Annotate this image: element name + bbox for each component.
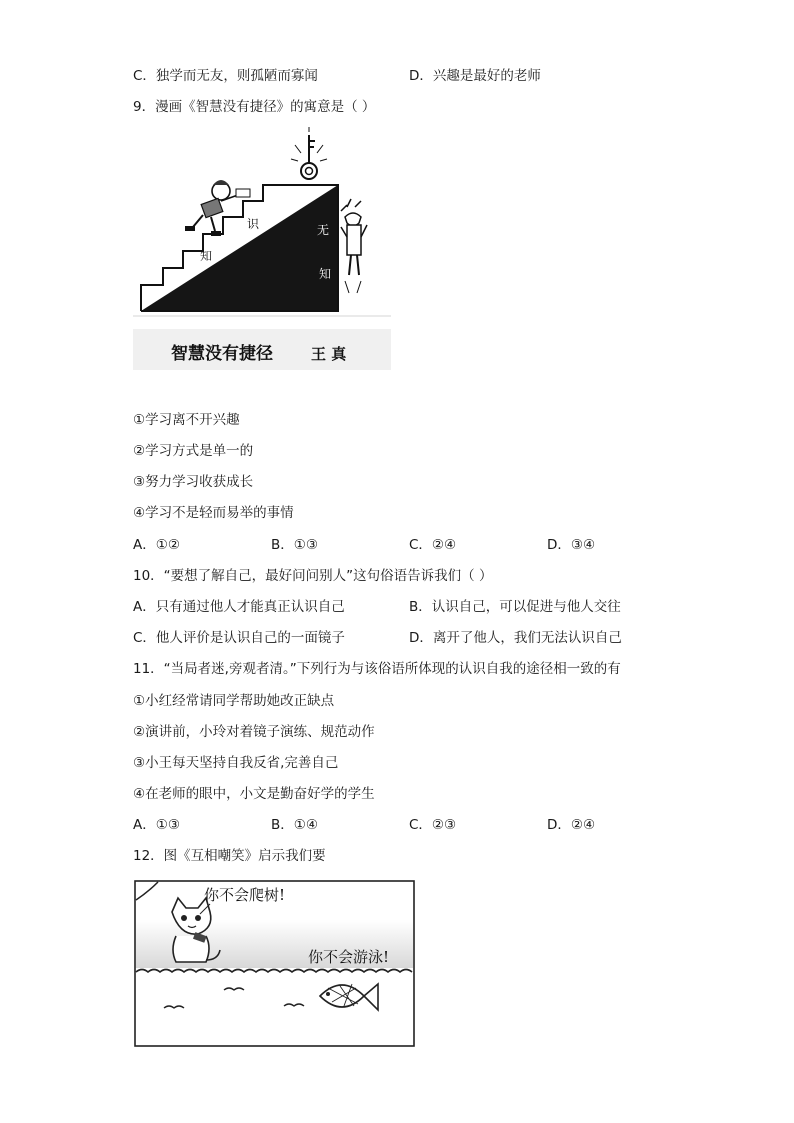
q9-stem: 9．漫画《智慧没有捷径》的寓意是（ ） xyxy=(133,99,376,115)
q9-option-c: C．②④ xyxy=(409,537,457,553)
q11-item-4: ④在老师的眼中，小文是勤奋好学的学生 xyxy=(133,786,375,802)
q11-item-2: ②演讲前，小玲对着镜子演练、规范动作 xyxy=(133,724,375,740)
falling-man-figure xyxy=(341,199,367,293)
q8-option-c: C．独学而无友，则孤陋而寡闻 xyxy=(133,68,318,84)
q10-option-d: D．离开了他人，我们无法认识自己 xyxy=(409,630,622,646)
q10-option-a: A．只有通过他人才能真正认识自己 xyxy=(133,599,345,615)
q10-stem: 10．“要想了解自己，最好问问别人”这句俗语告诉我们（ ） xyxy=(133,568,493,584)
slope-char-2: 知 xyxy=(319,267,332,281)
q9-option-b: B．①③ xyxy=(271,537,318,553)
q9-option-a: A．①② xyxy=(133,537,180,553)
cartoon-caption: 智慧没有捷径 xyxy=(171,344,273,364)
q11-option-b: B．①④ xyxy=(271,817,318,833)
q12-stem: 12．图《互相嘲笑》启示我们要 xyxy=(133,848,326,864)
q11-option-a: A．①③ xyxy=(133,817,180,833)
q10-option-b: B．认识自己，可以促进与他人交往 xyxy=(409,599,621,615)
climbing-boy-figure xyxy=(185,180,250,236)
mutual-mockery-cartoon xyxy=(134,880,416,1048)
q11-option-d: D．②④ xyxy=(547,817,596,833)
wisdom-no-shortcut-cartoon xyxy=(133,125,391,370)
q9-item-3: ③努力学习收获成长 xyxy=(133,474,254,490)
key-icon xyxy=(291,127,327,179)
q9-item-4: ④学习不是轻而易举的事情 xyxy=(133,505,294,521)
q9-option-d: D．③④ xyxy=(547,537,596,553)
stair-char-2: 识 xyxy=(247,217,260,231)
cat-speech: 你不会爬树! xyxy=(204,886,286,904)
q9-item-2: ②学习方式是单一的 xyxy=(133,443,254,459)
q11-option-c: C．②③ xyxy=(409,817,457,833)
stair-char-1: 知 xyxy=(200,249,213,263)
q11-item-1: ①小红经常请同学帮助她改正缺点 xyxy=(133,693,335,709)
q11-stem: 11．“当局者迷,旁观者清。”下列行为与该俗语所体现的认识自我的途径相一致的有 xyxy=(133,661,621,677)
cartoon-dark-slope xyxy=(141,185,338,311)
cartoon-author: 王 真 xyxy=(311,345,347,363)
q8-option-d: D．兴趣是最好的老师 xyxy=(409,68,541,84)
fish-speech: 你不会游泳! xyxy=(308,948,390,966)
q10-option-c: C．他人评价是认识自己的一面镜子 xyxy=(133,630,345,646)
q11-item-3: ③小王每天坚持自我反省,完善自己 xyxy=(133,755,339,771)
slope-char-1: 无 xyxy=(317,223,330,237)
q9-item-1: ①学习离不开兴趣 xyxy=(133,412,240,428)
